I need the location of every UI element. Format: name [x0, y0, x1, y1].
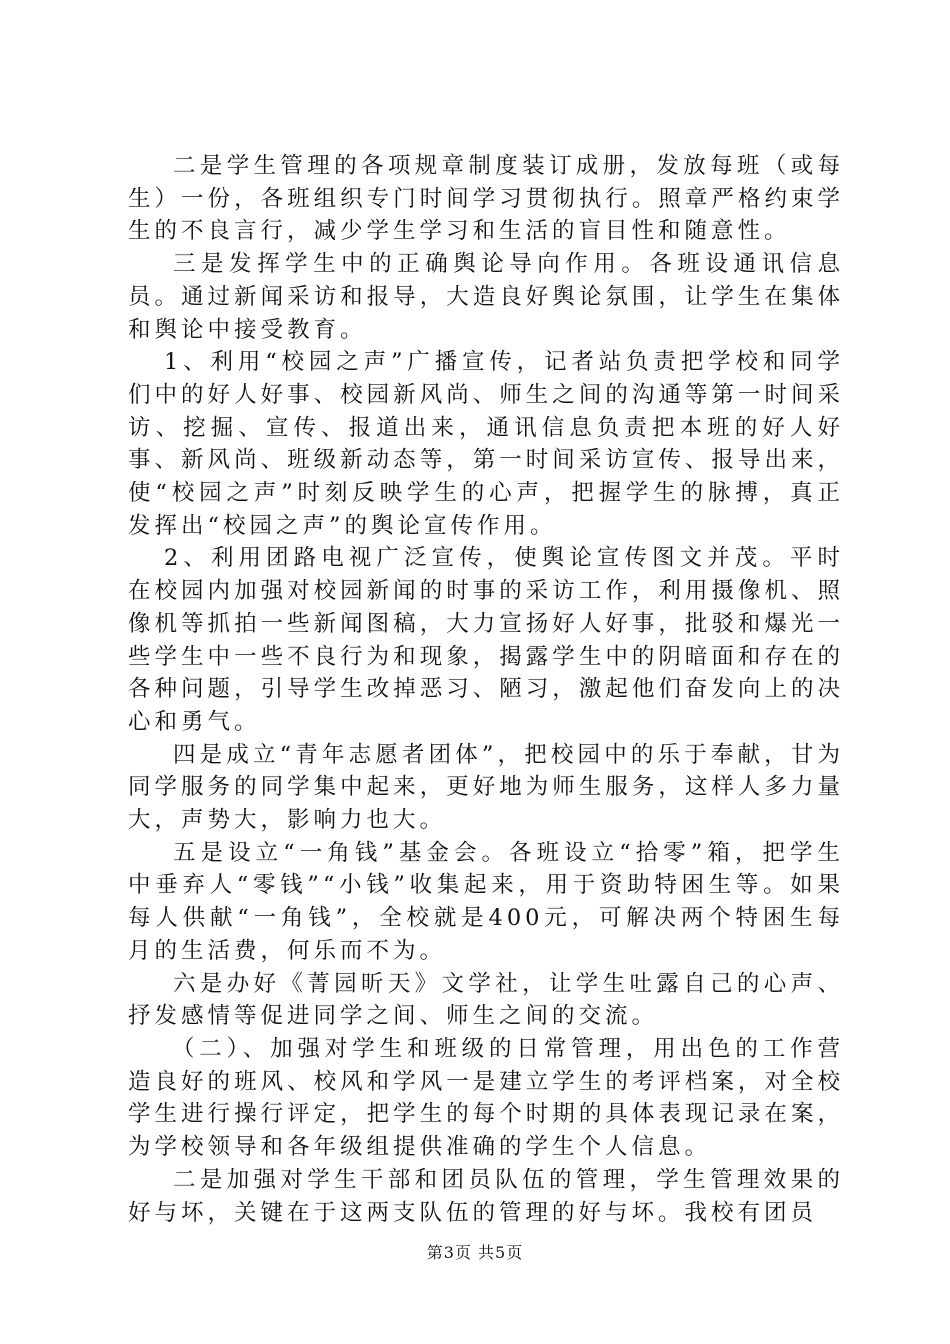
paragraph-7: 六是办好《菁园昕天》文学社，让学生吐露自己的心声、抒发感情等促进同学之间、师生之间的交流。 — [128, 970, 844, 1030]
paragraph-9: 二是加强对学生干部和团员队伍的管理，学生管理效果的好与坏，关键在于这两支队伍的管理的好与坏。我校有团员 — [128, 1166, 844, 1226]
paragraph-1: 二是学生管理的各项规章制度装订成册，发放每班（或每生）一份，各班组织专门时间学习贯彻执行。照章严格约束学生的不良言行，减少学生学习和生活的盲目性和随意性。 — [128, 153, 844, 245]
paragraph-5: 四是成立“青年志愿者团体”，把校园中的乐于奉献，甘为同学服务的同学集中起来，更好地为师生服务，这样人多力量大，声势大，影响力也大。 — [128, 741, 844, 834]
paragraph-4: 2、利用团路电视广泛宣传，使舆论宣传图文并茂。平时在校园内加强对校园新闻的时事的采访工作，利用摄像机、照像机等抓拍一些新闻图稿，大力宣扬好人好事，批驳和爆光一些学生中一些不良行为和现象，揭露学生中的阴暗面和存在的各种问题，引导学生改掉恶习、陋习，激起他们奋发向上的决心和勇气。 — [128, 545, 844, 735]
paragraph-8: （二）、加强对学生和班级的日常管理，用出色的工作营造良好的班风、校风和学风一是建立学生的考评档案，对全校学生进行操行评定，把学生的每个时期的具体表现记录在案，为学校领导和各年级组提供准确的学生个人信息。 — [128, 1035, 844, 1161]
paragraph-3: 1、利用“校园之声”广播宣传，记者站负责把学校和同学们中的好人好事、校园新风尚、师生之间的沟通等第一时间采访、挖掘、宣传、报道出来，通讯信息负责把本班的好人好事、新风尚、班级新动态等，第一时间采访宣传、报导出来，使“校园之声”时刻反映学生的心声，把握学生的脉搏，真正发挥出“校园之声”的舆论宣传作用。 — [128, 349, 844, 539]
paragraph-6: 五是设立“一角钱”基金会。各班设立“拾零”箱，把学生中垂弃人“零钱”“小钱”收集起来，用于资助特困生等。如果每人供献“一角钱”，全校就是400元，可解决两个特困生每月的生活费，何乐而不为。 — [128, 839, 844, 964]
paragraph-2: 三是发挥学生中的正确舆论导向作用。各班设通讯信息员。通过新闻采访和报导，大造良好舆论氛围，让学生在集体和舆论中接受教育。 — [128, 251, 844, 343]
document-body — [128, 150, 844, 1229]
page-footer: 第3页 共5页 — [426, 1243, 524, 1262]
